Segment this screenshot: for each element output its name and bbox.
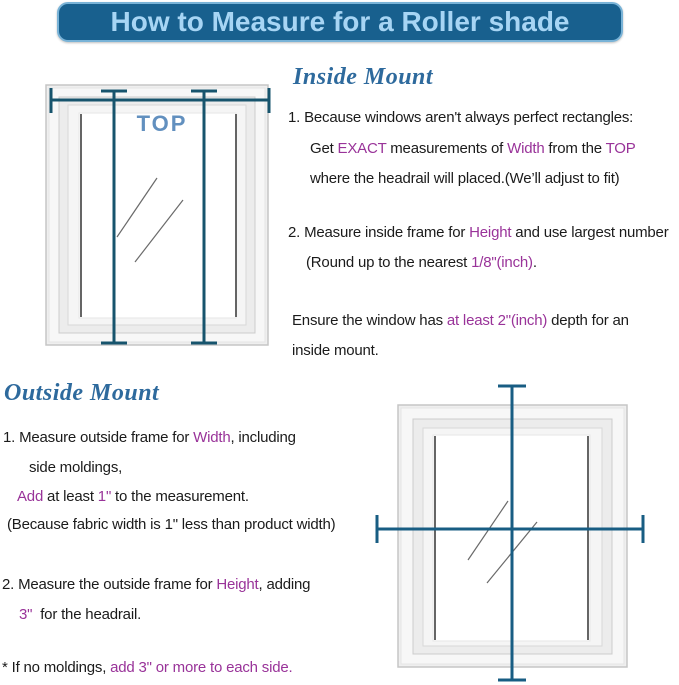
page-title: How to Measure for a Roller shade	[110, 6, 570, 37]
outside-mount-window-illustration	[370, 378, 655, 685]
inside-step2-line2: (Round up to the nearest 1/8"(inch).	[306, 254, 537, 271]
outside-step1-line2: side moldings,	[29, 459, 123, 476]
outside-moldings-note: * If no moldings, add 3" or more to each side.	[2, 659, 293, 676]
title-banner	[57, 2, 623, 42]
inside-mount-heading: Inside Mount	[293, 64, 434, 90]
outside-step2-line2: 3" for the headrail.	[19, 606, 142, 623]
outside-step1-line1: 1. Measure outside frame for Width, including	[3, 429, 296, 446]
outside-step2-line1: 2. Measure the outside frame for Height, adding	[2, 576, 311, 593]
window-glass	[79, 113, 236, 318]
inside-step2-line1: 2. Measure inside frame for Height and use largest number	[288, 224, 669, 241]
inside-depth-note-line2: inside mount.	[292, 342, 379, 359]
outside-mount-heading: Outside Mount	[4, 380, 160, 406]
inside-step1-line1: 1. Because windows aren't always perfect rectangles:	[288, 109, 634, 126]
inside-step1-line3: where the headrail will placed.(We’ll adjust to fit)	[310, 170, 620, 187]
inside-mount-window-illustration	[40, 80, 280, 355]
inside-depth-note-line1: Ensure the window has at least 2"(inch) depth for an	[292, 312, 629, 329]
top-label: TOP	[136, 111, 188, 136]
inside-step1-line2: Get EXACT measurements of Width from the TOP	[310, 140, 636, 157]
outside-step1-line4: (Because fabric width is 1" less than product width)	[7, 516, 336, 533]
outside-step1-line3: Add at least 1" to the measurement.	[17, 488, 249, 505]
